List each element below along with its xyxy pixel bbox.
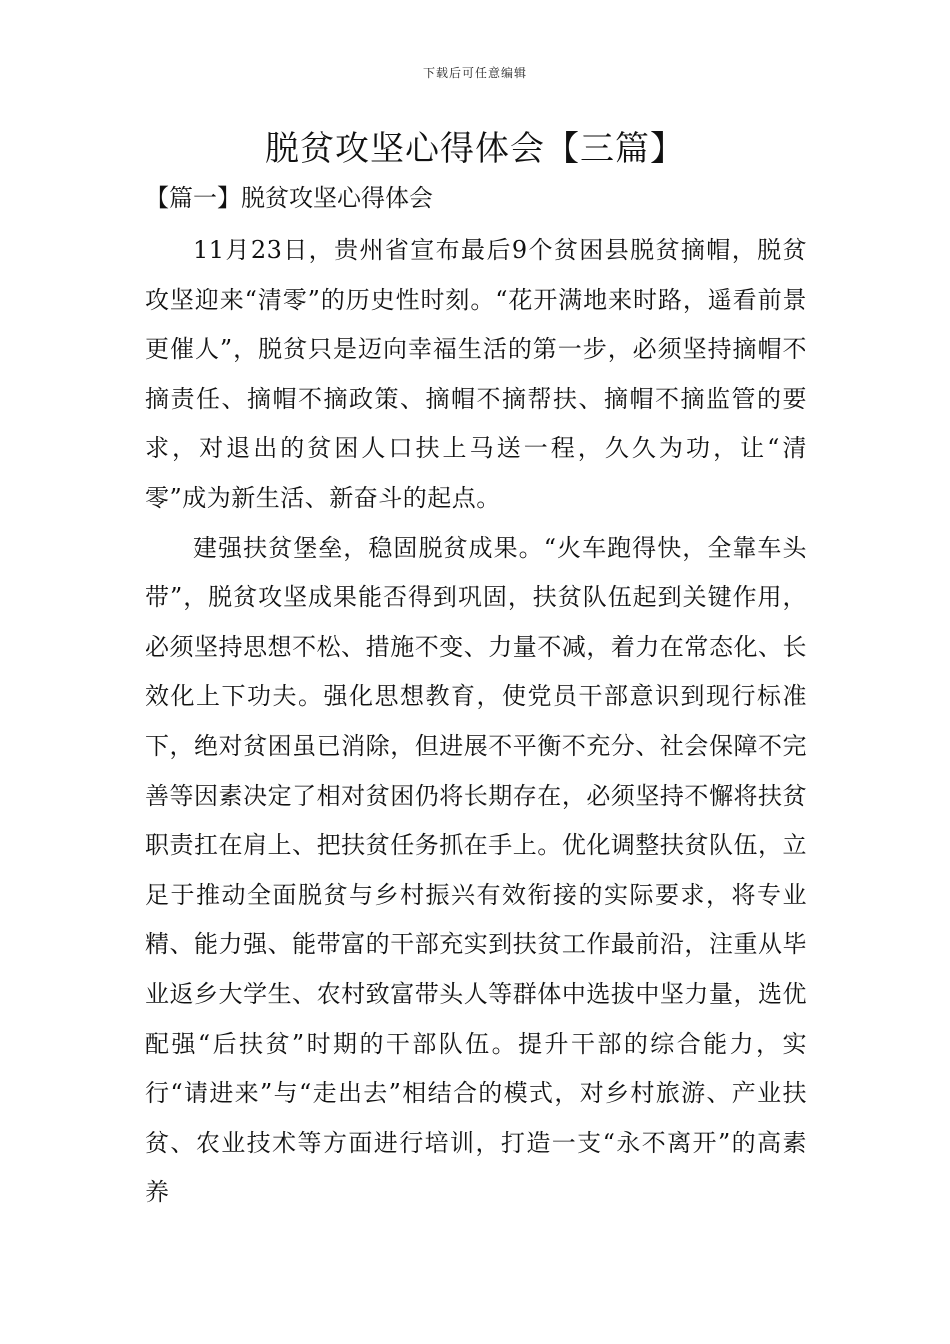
paragraph: 建强扶贫堡垒，稳固脱贫成果。“火车跑得快，全靠车头带”，脱贫攻坚成果能否得到巩固，扶贫队伍起到关键作用，必须坚持思想不松、措施不变、力量不减，着力在常态化、长效化上下功夫。强化思想教育，使党员干部意识到现行标准下，绝对贫困虽已消除，但进展不平衡不充分、社会保障不完善等因素决定了相对贫困仍将长期存在，必须坚持不懈将扶贫职责扛在肩上、把扶贫任务抓在手上。优化调整扶贫队伍，立足于推动全面脱贫与乡村振兴有效衔接的实际要求，将专业精、能力强、能带富的干部充实到扶贫工作最前沿，注重从毕业返乡大学生、农村致富带头人等群体中选拔中坚力量，选优配强“后扶贫”时期的干部队伍。提升干部的综合能力，实行“请进来”与“走出去”相结合的模式，对乡村旅游、产业扶贫、农业技术等方面进行培训，打造一支“永不离开”的高素养 — [145, 533, 807, 1207]
body-text — [145, 226, 807, 1218]
header-note: 下载后可任意编辑 — [422, 66, 527, 80]
paragraph: 11月23日，贵州省宣布最后9个贫困县脱贫摘帽，脱贫攻坚迎来“清零”的历史性时刻。“花开满地来时路，遥看前景更催人”，脱贫只是迈向幸福生活的第一步，必须坚持摘帽不摘责任、摘帽不摘政策、摘帽不摘帮扶、摘帽不摘监管的要求，对退出的贫困人口扶上马送一程，久久为功，让“清零”成为新生活、新奋斗的起点。 — [145, 236, 807, 512]
document-title: 脱贫攻坚心得体会【三篇】 — [265, 129, 685, 169]
section-heading: 【篇一】脱贫攻坚心得体会 — [145, 184, 433, 212]
